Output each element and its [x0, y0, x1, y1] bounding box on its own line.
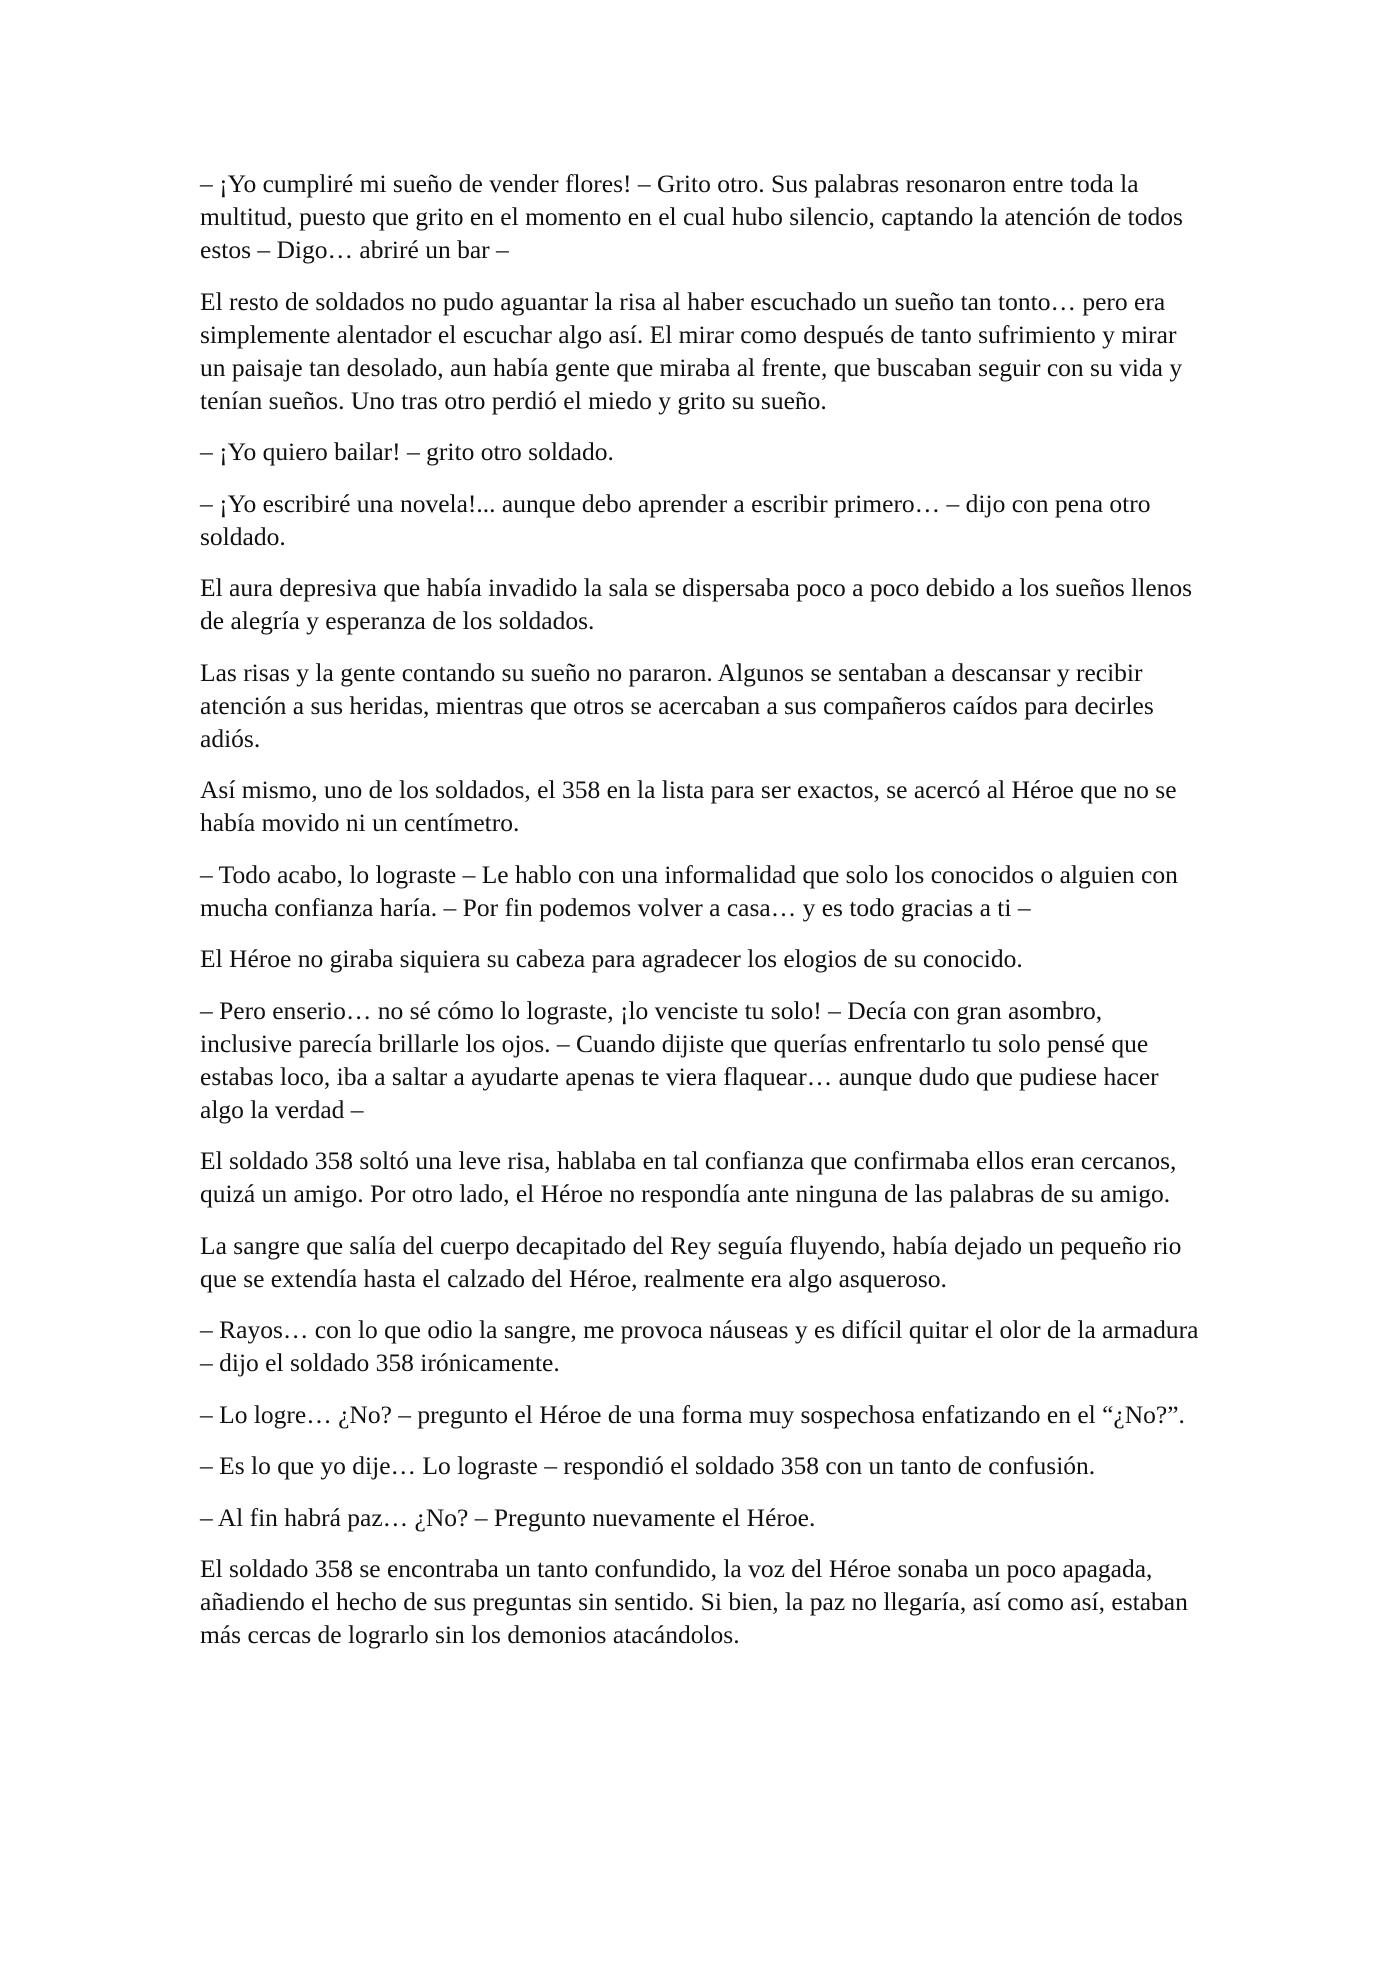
paragraph: – ¡Yo escribiré una novela!... aunque debo aprender a escribir primero… – dijo con pena otro soldado.	[200, 488, 1151, 551]
paragraph: – Lo logre… ¿No? – pregunto el Héroe de una forma muy sospechosa enfatizando en el “¿No?”.	[200, 1399, 1185, 1429]
paragraph: – ¡Yo quiero bailar! – grito otro soldado.	[200, 437, 614, 466]
paragraph: El resto de soldados no pudo aguantar la risa al haber escuchado un sueño tan tonto… pero era simplemente alentador el escuchar algo así. El mirar como después de tanto sufrimiento y mirar un paisaje tan desolado, aun había gente que miraba al frente, que buscaban seguir con su vida y tenían sueños. Uno tras otro perdió el miedo y grito su sueño.	[200, 286, 1183, 415]
paragraph: Así mismo, uno de los soldados, el 358 en la lista para ser exactos, se acercó al Héroe que no se había movido ni un centímetro.	[200, 775, 1177, 837]
paragraph: Las risas y la gente contando su sueño no pararon. Algunos se sentaban a descansar y recibir atención a sus heridas, mientras que otros se acercaban a sus compañeros caídos para decirles adiós.	[200, 657, 1154, 753]
paragraph: La sangre que salía del cuerpo decapitado del Rey seguía fluyendo, había dejado un pequeño rio que se extendía hasta el calzado del Héroe, realmente era algo asqueroso.	[200, 1230, 1182, 1293]
paragraph: El Héroe no giraba siquiera su cabeza para agradecer los elogios de su conocido.	[200, 944, 1023, 973]
paragraph: – Rayos… con lo que odio la sangre, me provoca náuseas y es difícil quitar el olor de la armadura – dijo el soldado 358 irónicamente.	[200, 1315, 1199, 1377]
document-body	[200, 167, 1200, 1670]
paragraph: – Es lo que yo dije… Lo lograste – respondió el soldado 358 con un tanto de confusión.	[200, 1451, 1096, 1480]
paragraph: – ¡Yo cumpliré mi sueño de vender flores! – Grito otro. Sus palabras resonaron entre toda la multitud, puesto que grito en el momento en el cual hubo silencio, captando la atención de todos estos – Digo… abriré un bar –	[200, 169, 1183, 264]
paragraph: El soldado 358 se encontraba un tanto confundido, la voz del Héroe sonaba un poco apagada, añadiendo el hecho de sus preguntas sin sentido. Si bien, la paz no llegaría, así como así, estaban más cercas de lograrlo sin los demonios atacándolos.	[200, 1554, 1188, 1649]
paragraph: – Al fin habrá paz… ¿No? – Pregunto nuevamente el Héroe.	[200, 1502, 816, 1532]
paragraph: – Todo acabo, lo lograste – Le hablo con una informalidad que solo los conocidos o alguien con mucha confianza haría. – Por fin podemos volver a casa… y es todo gracias a ti –	[200, 859, 1178, 922]
paragraph: El soldado 358 soltó una leve risa, hablaba en tal confianza que confirmaba ellos eran cercanos, quizá un amigo. Por otro lado, el Héroe no respondía ante ninguna de las palabras de su amigo.	[200, 1146, 1177, 1208]
paragraph: – Pero enserio… no sé cómo lo lograste, ¡lo venciste tu solo! – Decía con gran asombro, inclusive parecía brillarle los ojos. – Cuando dijiste que querías enfrentarlo tu solo pensé que estabas loco, iba a saltar a ayudarte apenas te viera flaquear… aunque dudo que pudiese hacer algo la verdad –	[200, 995, 1159, 1124]
paragraph: El aura depresiva que había invadido la sala se dispersaba poco a poco debido a los sueños llenos de alegría y esperanza de los soldados.	[200, 573, 1193, 635]
